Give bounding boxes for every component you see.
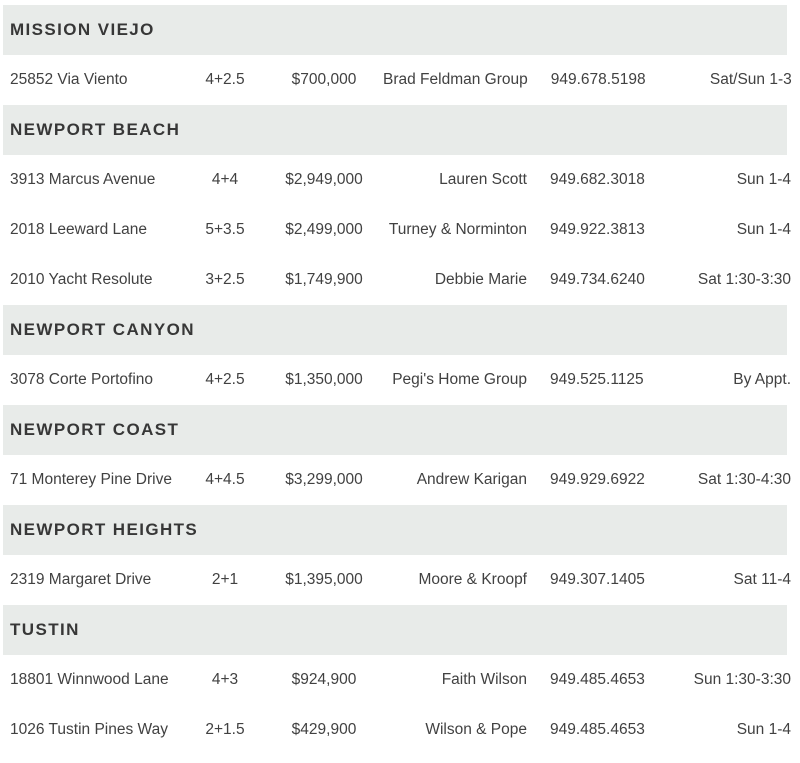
city-name: TUSTIN <box>10 620 80 639</box>
listing-open-time: Sat 1:30-3:30 <box>697 271 791 288</box>
listing-price: $2,499,000 <box>285 221 363 238</box>
listing-agent: Debbie Marie <box>434 271 527 288</box>
listing-phone: 949.307.1405 <box>550 571 645 588</box>
listing-address: 71 Monterey Pine Drive <box>10 471 172 488</box>
listing-open-time: Sat/Sun 1-3 <box>709 71 792 88</box>
city-name: NEWPORT BEACH <box>10 120 181 139</box>
listing-phone: 949.678.5198 <box>550 71 646 88</box>
listing-address: 3078 Corte Portofino <box>10 371 154 388</box>
listing-beds-baths: 2+1 <box>211 571 239 588</box>
listing-address: 2018 Leeward Lane <box>10 221 148 238</box>
city-name: NEWPORT CANYON <box>10 320 195 339</box>
listing-row <box>0 455 800 505</box>
listing-beds-baths: 4+2.5 <box>205 371 245 388</box>
listing-price: $924,900 <box>291 671 357 688</box>
listing-row <box>0 255 800 305</box>
listing-agent: Faith Wilson <box>441 671 527 688</box>
listing-row <box>0 205 800 255</box>
listing-beds-baths: 3+2.5 <box>205 271 245 288</box>
city-section <box>0 505 800 605</box>
listing-address: 25852 Via Viento <box>10 71 128 88</box>
listing-agent: Turney & Norminton <box>388 221 527 238</box>
listing-address: 18801 Winnwood Lane <box>10 671 169 688</box>
listing-rows <box>0 455 800 505</box>
listing-price: $1,350,000 <box>285 371 363 388</box>
listing-price: $2,949,000 <box>285 171 363 188</box>
listing-beds-baths: 4+4.5 <box>205 471 245 488</box>
listing-open-time: Sun 1:30-3:30 <box>693 671 791 688</box>
listing-price: $3,299,000 <box>285 471 363 488</box>
listing-phone: 949.922.3813 <box>550 221 645 238</box>
listing-row <box>0 155 800 205</box>
city-header-band <box>3 5 787 55</box>
listing-beds-baths: 2+1.5 <box>205 721 245 738</box>
listing-open-time: By Appt. <box>733 371 791 388</box>
listing-agent: Pegi's Home Group <box>392 371 527 388</box>
listing-rows <box>0 555 800 605</box>
listing-phone: 949.734.6240 <box>550 271 645 288</box>
city-header-band <box>3 105 787 155</box>
city-section <box>0 105 800 305</box>
listing-row <box>0 55 800 105</box>
listing-rows <box>0 355 800 405</box>
listing-price: $429,900 <box>291 721 357 738</box>
listing-agent: Brad Feldman Group <box>383 71 528 88</box>
city-section <box>0 305 800 405</box>
city-section <box>0 605 800 755</box>
listing-price: $700,000 <box>291 71 357 88</box>
listing-beds-baths: 5+3.5 <box>205 221 245 238</box>
listing-rows <box>0 155 800 305</box>
listing-phone: 949.929.6922 <box>550 471 645 488</box>
listing-beds-baths: 4+4 <box>211 171 239 188</box>
listing-agent: Wilson & Pope <box>425 721 527 738</box>
listing-address: 2319 Margaret Drive <box>10 571 152 588</box>
city-name: NEWPORT COAST <box>10 420 180 439</box>
listing-beds-baths: 4+3 <box>211 671 239 688</box>
listing-phone: 949.525.1125 <box>550 371 644 388</box>
city-header-band <box>3 505 787 555</box>
listing-agent: Moore & Kroopf <box>418 571 527 588</box>
listing-agent: Andrew Karigan <box>416 471 527 488</box>
city-header-band <box>3 605 787 655</box>
listing-open-time: Sun 1-4 <box>736 171 791 188</box>
listing-phone: 949.485.4653 <box>550 721 645 738</box>
listing-rows <box>0 55 800 105</box>
listing-row <box>0 705 800 755</box>
listing-row <box>0 555 800 605</box>
listing-address: 2010 Yacht Resolute <box>10 271 153 288</box>
listing-agent: Lauren Scott <box>439 171 527 188</box>
listing-row <box>0 655 800 705</box>
listing-beds-baths: 4+2.5 <box>205 71 245 88</box>
listing-rows <box>0 655 800 755</box>
listing-price: $1,749,900 <box>285 271 363 288</box>
city-header-band <box>3 305 787 355</box>
listing-open-time: Sun 1-4 <box>736 721 791 738</box>
city-header-band <box>3 405 787 455</box>
city-name: NEWPORT HEIGHTS <box>10 520 199 539</box>
listing-open-time: Sat 1:30-4:30 <box>697 471 791 488</box>
listing-address: 1026 Tustin Pines Way <box>10 721 168 738</box>
listing-address: 3913 Marcus Avenue <box>10 171 156 188</box>
city-section <box>0 5 800 105</box>
listing-price: $1,395,000 <box>285 571 363 588</box>
listing-phone: 949.485.4653 <box>550 671 645 688</box>
listing-row <box>0 355 800 405</box>
listing-open-time: Sun 1-4 <box>736 221 791 238</box>
city-section <box>0 405 800 505</box>
city-name: MISSION VIEJO <box>10 20 155 39</box>
listing-phone: 949.682.3018 <box>550 171 645 188</box>
listing-open-time: Sat 11-4 <box>733 571 791 588</box>
